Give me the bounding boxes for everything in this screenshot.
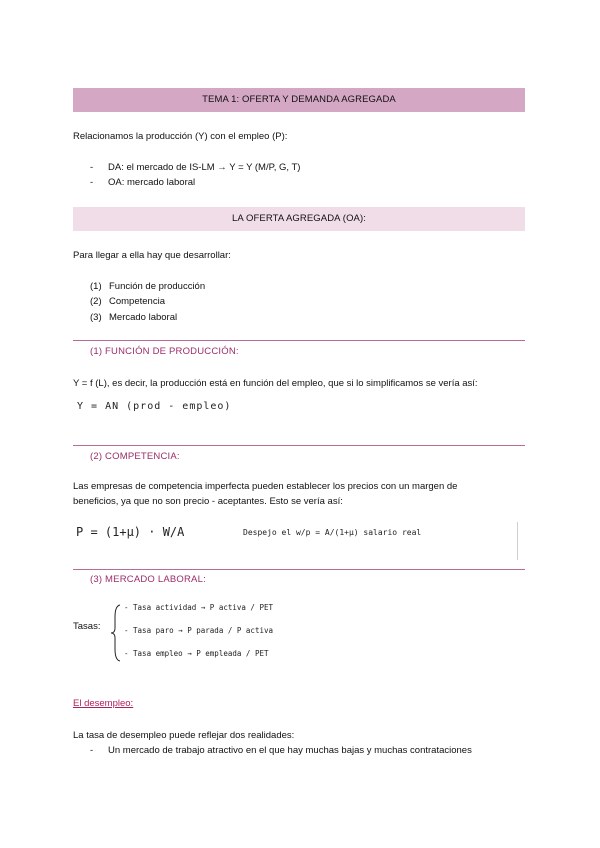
- desempleo-heading: El desempleo:: [73, 698, 134, 709]
- section-band: LA OFERTA AGREGADA (OA):: [73, 207, 525, 231]
- bullet-dash: -: [90, 177, 94, 188]
- numbered-item: Mercado laboral: [109, 312, 178, 323]
- numbered-num: (3): [90, 312, 102, 323]
- handwritten-price-formula: P = (1+μ) · W/A: [76, 525, 185, 539]
- competencia-text-2: beneficios, ya que no son precio - aceptantes. Esto se vería así:: [73, 496, 343, 507]
- bullet-da: DA: el mercado de IS-LM → Y = Y (M/P, G, T): [108, 162, 301, 173]
- produccion-text: Y = f (L), es decir, la producción está en función del empleo, que si lo simplificamos se vería así:: [73, 378, 478, 389]
- handwritten-real-wage: Despejo el w/p = A/(1+μ) salario real: [243, 528, 422, 537]
- numbered-item: Función de producción: [109, 281, 206, 292]
- tasa-paro: - Tasa paro → P parada / P activa: [124, 626, 274, 635]
- tasas-label: Tasas:: [73, 621, 101, 632]
- bullet-oa: OA: mercado laboral: [108, 177, 196, 188]
- numbered-item: Competencia: [109, 296, 165, 307]
- section-heading-mercado: (3) MERCADO LABORAL:: [90, 574, 206, 585]
- section-rule: [73, 569, 525, 570]
- tasa-actividad: - Tasa actividad → P activa / PET: [124, 603, 274, 612]
- numbered-num: (1): [90, 281, 102, 292]
- section-heading-produccion: (1) FUNCIÓN DE PRODUCCIÓN:: [90, 346, 239, 357]
- competencia-text-1: Las empresas de competencia imperfecta pueden establecer los precios con un margen de: [73, 481, 458, 492]
- title-band: TEMA 1: OFERTA Y DEMANDA AGREGADA: [73, 88, 525, 112]
- bullet-dash: -: [90, 162, 94, 173]
- bullet-dash: -: [90, 745, 94, 756]
- curly-brace: [110, 603, 124, 663]
- numbered-num: (2): [90, 296, 102, 307]
- image-edge: [517, 522, 518, 560]
- desempleo-text: La tasa de desempleo puede reflejar dos realidades:: [73, 730, 295, 741]
- bullet-mercado-trabajo: Un mercado de trabajo atractivo en el que hay muchas bajas y muchas contrataciones: [108, 745, 472, 756]
- handwritten-formula: Y = AN (prod - empleo): [77, 401, 232, 412]
- intro-text: Relacionamos la producción (Y) con el empleo (P):: [73, 131, 288, 142]
- section-rule: [73, 445, 525, 446]
- section-heading-competencia: (2) COMPETENCIA:: [90, 451, 180, 462]
- section-rule: [73, 340, 525, 341]
- para-llegar: Para llegar a ella hay que desarrollar:: [73, 250, 231, 261]
- tasa-empleo: - Tasa empleo → P empleada / PET: [124, 649, 269, 658]
